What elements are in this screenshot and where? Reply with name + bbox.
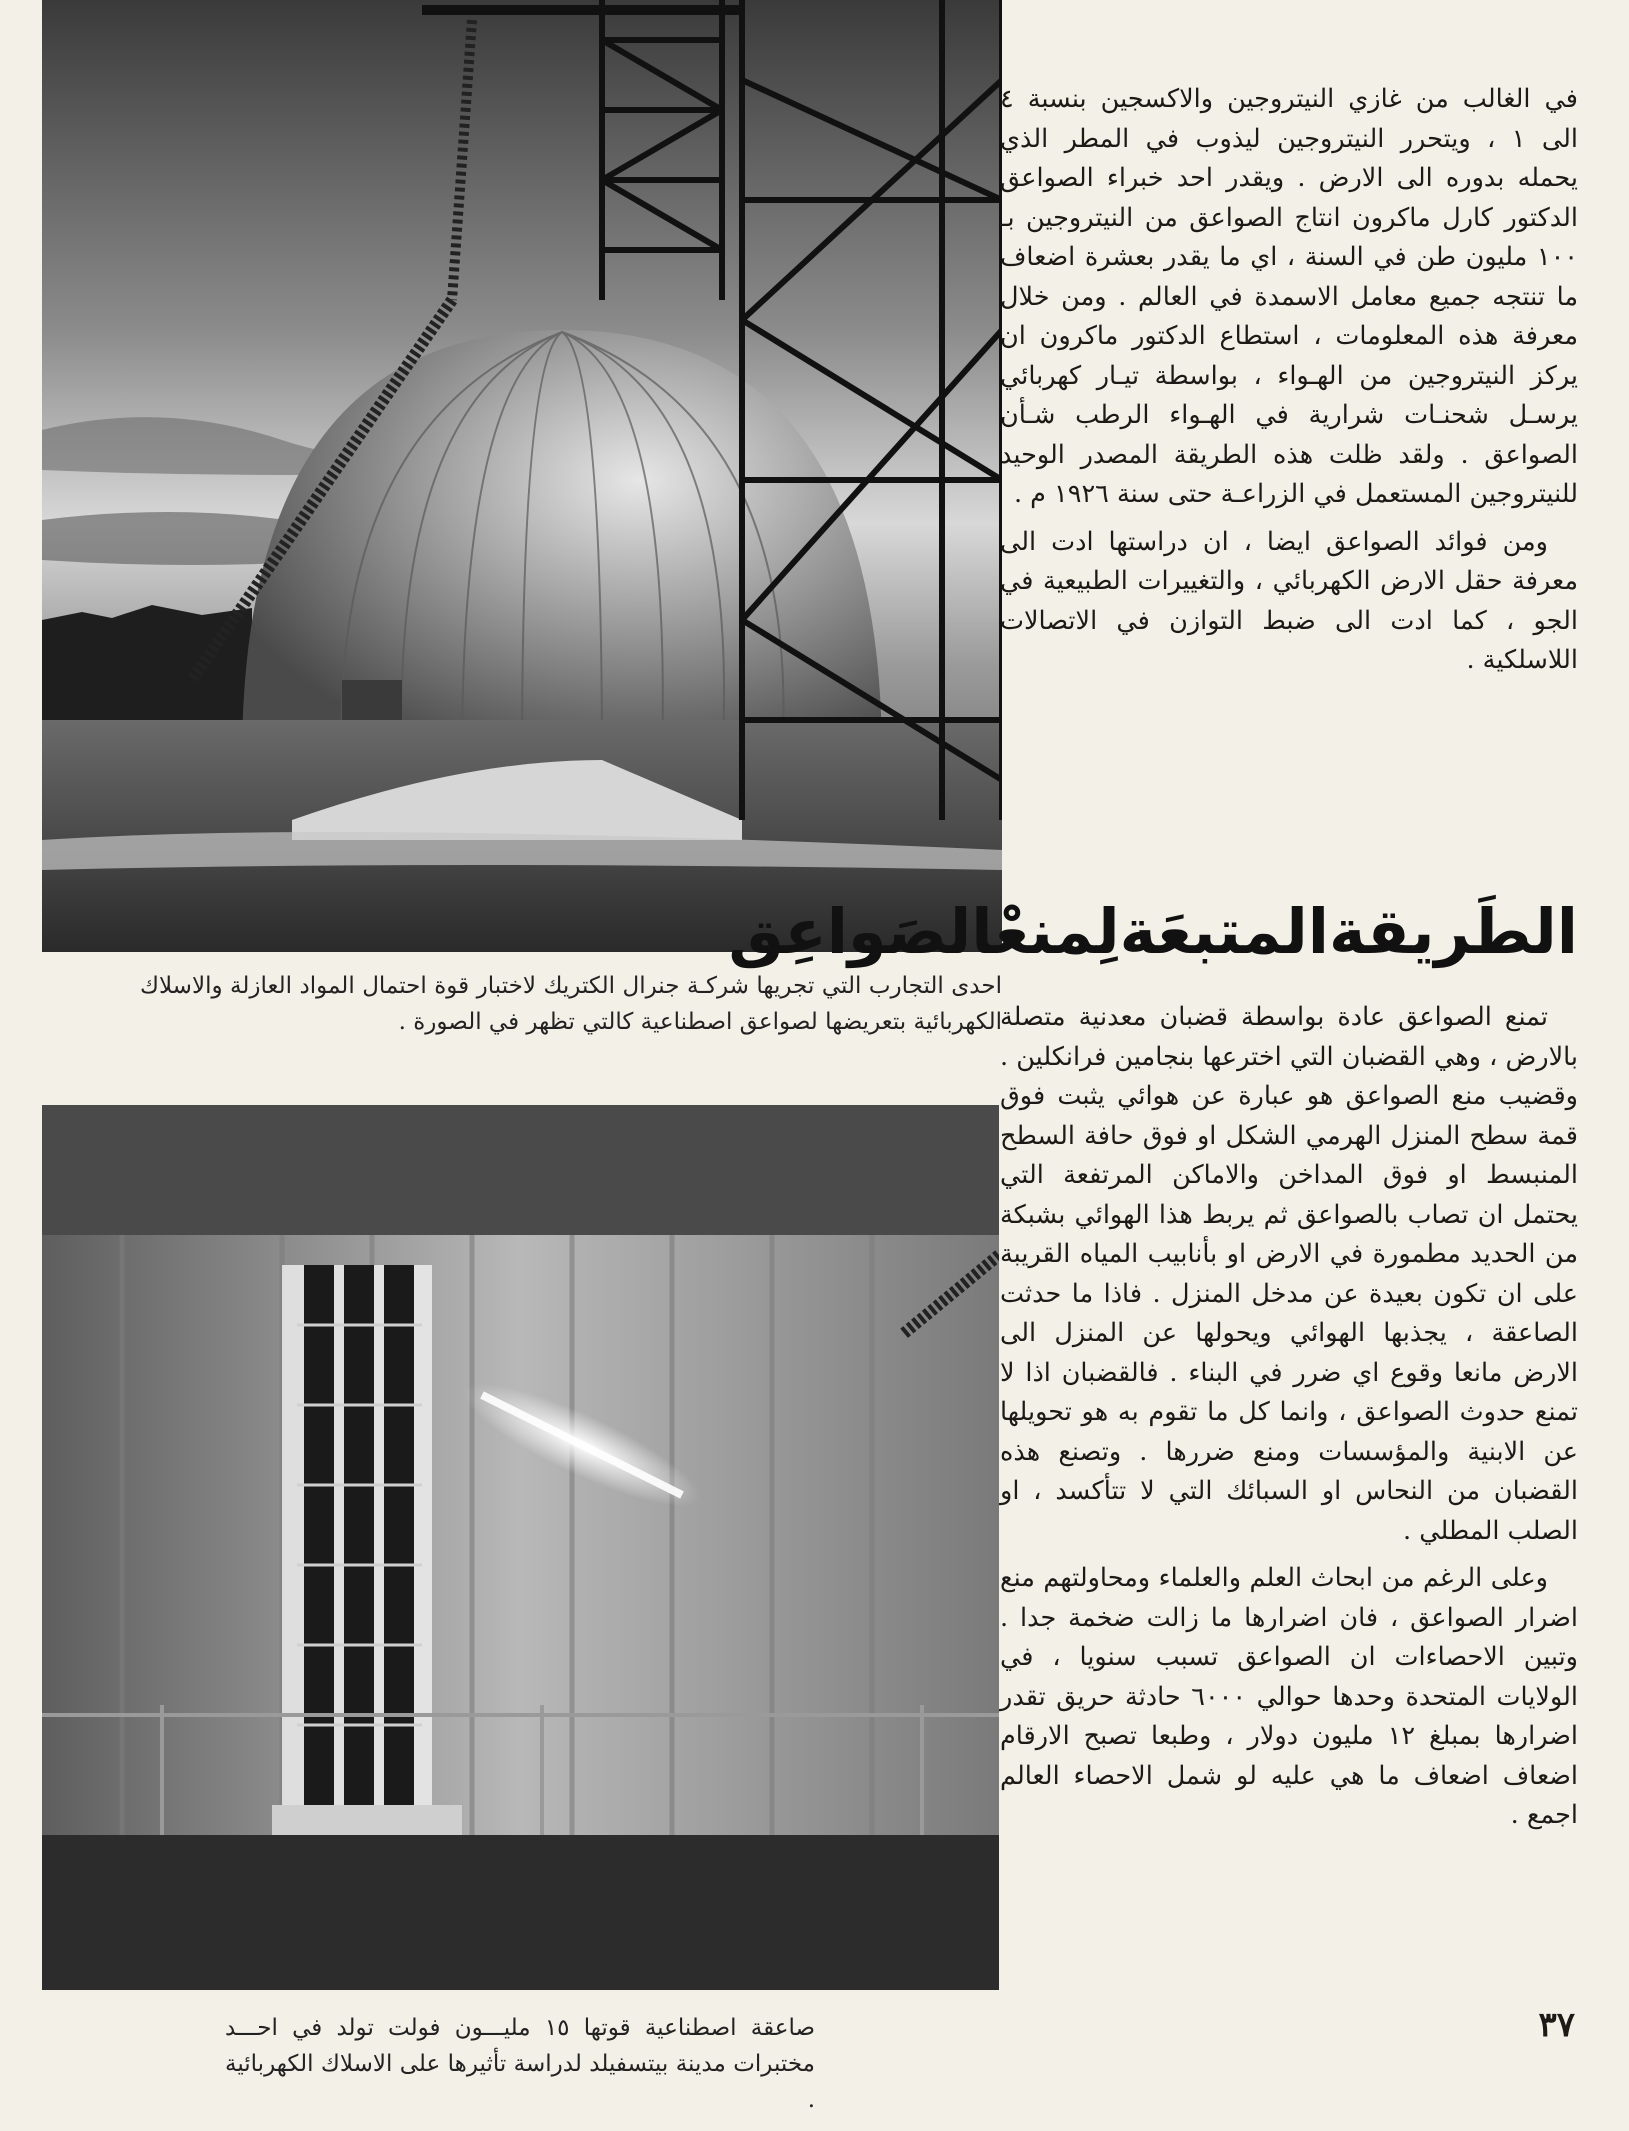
- article-paragraph: في الغالب من غازي النيتروجين والاكسجين بنسبة ٤ الى ١ ، ويتحرر النيتروجين ليذوب في المطر الذي يحمله بدوره الى الارض . ويقدر احد خبراء الصواعق الدكتور كارل ماكرون انتاج الصواعق من النيتروجين بـ ١٠٠ مليون طن في السنة ، اي ما يقدر بعشرة اضعاف ما تنتجه جميع معامل الاسمدة في العالم . ومن خلال معرفة هذه المعلومات ، استطاع الدكتور ماكرون ان يركز النيتروجين من الهـواء ، بواسطة تيـار كهربائي يرسـل شحنـات شرارية في الهـواء الرطب شـأن الصواعق . ولقد ظلت هذه الطريقة المصدر الوحيد للنيتروجين المستعمل في الزراعـة حتى سنة ١٩٢٦ م .: [1000, 84, 1579, 509]
- article-intro: [1000, 80, 1578, 681]
- photo-artificial-lightning: [42, 1105, 999, 1990]
- photo-dome-tower: [42, 0, 1002, 952]
- caption-bottom: صاعقة اصطناعية قوتها ١٥ مليـــون فولت تولد في احـــد مختبرات مدينة بيتسفيلد لدراسة تأثيرها على الاسلاك الكهربائية .: [225, 2015, 816, 2113]
- page-number: ٣٧: [1538, 2005, 1575, 2045]
- caption-top: احدى التجارب التي تجريها شركـة جنرال الكتريك لاختبار قوة احتمال المواد العازلة والاسلاك الكهربائية بتعريضها لصواعق اصطناعية كالتي تظهر في الصورة .: [140, 973, 1002, 1035]
- article-section-body: [1000, 998, 1578, 1836]
- section-heading: الطَريقةالمتبعَةلِمنعْالصَواعِق: [728, 895, 1578, 968]
- article-paragraph: ومن فوائد الصواعق ايضا ، ان دراستها ادت الى معرفة حقل الارض الكهربائي ، والتغييرات الطبيعية في الجو ، كما ادت الى ضبط التوازن في الاتصالات اللاسلكية .: [1000, 526, 1578, 675]
- article-paragraph: وعلى الرغم من ابحاث العلم والعلماء ومحاولتهم منع اضرار الصواعق ، فان اضرارها ما زالت ضخمة جدا . وتبين الاحصاءات ان الصواعق تسبب سنويا ، في الولايات المتحدة وحدها حوالي ٦٠٠٠ حادثة حريق تقدر اضرارها بمبلغ ١٢ مليون دولار ، وطبعا تصبح الارقام اضعاف اضعاف ما هي عليه لو شمل الاحصاء العالم اجمع .: [1000, 1563, 1578, 1830]
- article-paragraph: تمنع الصواعق عادة بواسطة قضبان معدنية متصلة بالارض ، وهي القضبان التي اخترعها بنجامين فرانكلين . وقضيب منع الصواعق هو عبارة عن هوائي يثبت فوق قمة سطح المنزل الهرمي الشكل او فوق حافة السطح المنبسط او فوق المداخن والاماكن المرتفعة التي يحتمل ان تصاب بالصواعق ثم يربط هذا الهوائي بشبكة من الحديد مطمورة في الارض او بأنابيب المياه القريبة على ان تكون بعيدة عن مدخل المنزل . فاذا ما حدثت الصاعقة ، يجذبها الهوائي ويحولها عن المنزل الى الارض مانعا وقوع اي ضرر في البناء . فالقضبان اذا لا تمنع حدوث الصواعق ، وانما كل ما تقوم به هو تحويلها عن الابنية والمؤسسات ومنع ضررها . وتصنع هذه القضبان من النحاس او السبائك التي لا تتأكسد ، او الصلب المطلي .: [1000, 1002, 1578, 1546]
